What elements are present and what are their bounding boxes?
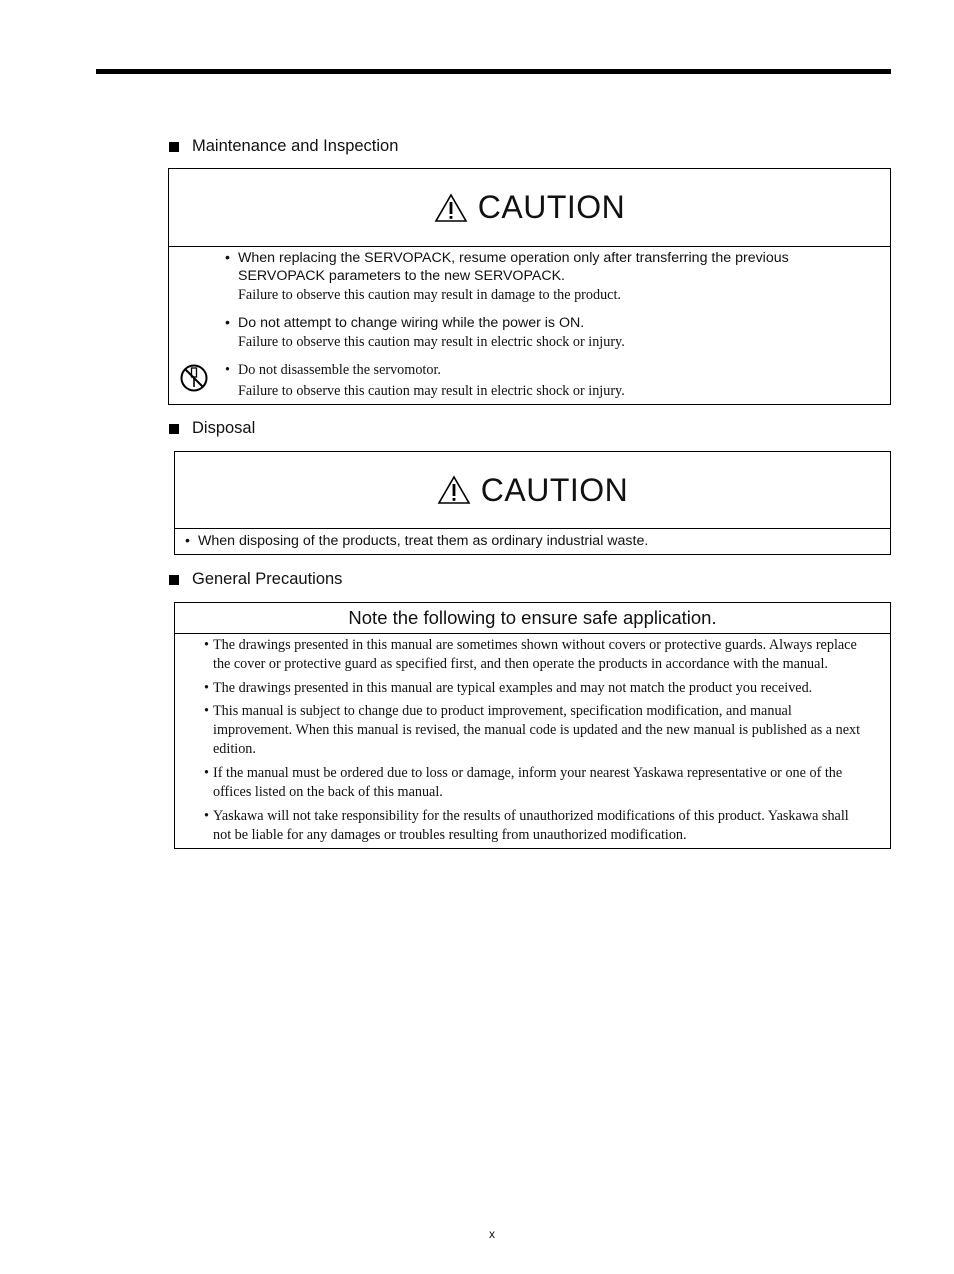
top-rule <box>96 69 891 74</box>
caution-title: CAUTION <box>480 471 629 508</box>
maintenance-caution-header <box>169 169 890 247</box>
item-text: SERVOPACK parameters to the new SERVOPACK. <box>238 268 565 284</box>
item-text: edition. <box>213 741 256 757</box>
general-heading-text: General Precautions <box>192 570 343 588</box>
bullet: • <box>225 315 230 331</box>
disposal-heading-text: Disposal <box>192 419 256 437</box>
general-box-title: Note the following to ensure safe application. <box>175 603 890 634</box>
item-text: When replacing the SERVOPACK, resume operation only after transferring the previous <box>238 250 789 266</box>
bullet: • <box>204 680 209 696</box>
general-item-5 <box>204 807 884 845</box>
item-note: Failure to observe this caution may result in damage to the product. <box>238 287 621 303</box>
item-note: Failure to observe this caution may result in electric shock or injury. <box>238 383 625 399</box>
item-text: offices listed on the back of this manual. <box>213 784 443 800</box>
item-text: the cover or protective guard as specified first, and then operate the products in accordance with the manual. <box>213 656 828 672</box>
square-bullet-icon <box>169 142 179 152</box>
maintenance-caution-box <box>168 168 891 405</box>
square-bullet-icon <box>169 575 179 585</box>
bullet: • <box>225 362 230 378</box>
warning-triangle-icon <box>434 193 468 223</box>
general-precautions-box <box>174 602 891 849</box>
item-text: If the manual must be ordered due to loss or damage, inform your nearest Yaskawa representative or one of the <box>213 765 843 781</box>
item-text: Do not attempt to change wiring while the power is ON. <box>238 315 585 331</box>
item-note: Failure to observe this caution may result in electric shock or injury. <box>238 334 625 350</box>
disposal-heading <box>169 419 255 438</box>
item-text: not be liable for any damages or troubles resulting from unauthorized modification. <box>213 827 687 843</box>
item-text: Yaskawa will not take responsibility for the results of unauthorized modifications of this product. Yaskawa shall <box>213 808 849 824</box>
general-item-2 <box>204 679 884 698</box>
disposal-caution-header <box>175 452 890 529</box>
bullet: • <box>204 637 209 653</box>
bullet: • <box>204 808 209 824</box>
no-disassembly-icon <box>179 363 209 393</box>
bullet: • <box>185 533 190 549</box>
maintenance-heading-text: Maintenance and Inspection <box>192 137 399 155</box>
disposal-caution-box <box>174 451 891 555</box>
item-text: The drawings presented in this manual are sometimes shown without covers or protective guards. Always replace <box>213 637 857 653</box>
square-bullet-icon <box>169 424 179 434</box>
general-item-4 <box>204 764 884 802</box>
bullet: • <box>204 703 209 719</box>
item-text: The drawings presented in this manual are typical examples and may not match the product you received. <box>213 680 813 696</box>
page-number: x <box>489 1227 495 1241</box>
warning-triangle-icon <box>437 475 471 505</box>
item-text: Do not disassemble the servomotor. <box>238 362 441 378</box>
maintenance-heading <box>169 137 398 156</box>
general-heading <box>169 570 342 589</box>
general-item-3 <box>204 702 884 759</box>
item-text: When disposing of the products, treat them as ordinary industrial waste. <box>198 533 649 549</box>
bullet: • <box>204 765 209 781</box>
item-text: This manual is subject to change due to product improvement, specification modification, and manual <box>213 703 792 719</box>
bullet: • <box>225 250 230 266</box>
caution-title: CAUTION <box>477 189 626 225</box>
item-text: improvement. When this manual is revised, the manual code is updated and the new manual is published as a next <box>213 722 861 738</box>
general-item-1 <box>204 636 884 674</box>
